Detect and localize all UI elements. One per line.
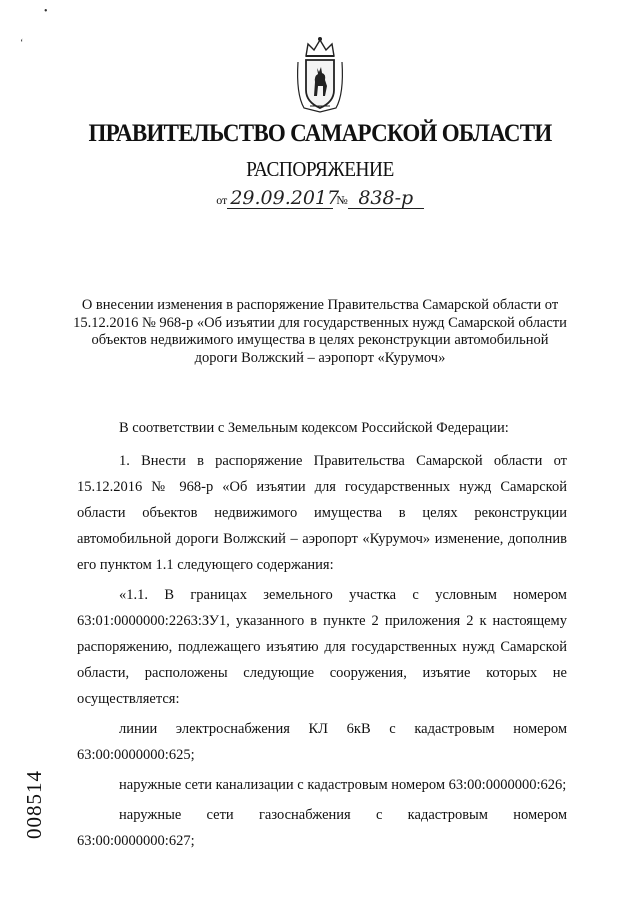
document-number: 838-р [348, 188, 424, 209]
document-subject: О внесении изменения в распоряжение Правительства Самарской области от 15.12.2016 № 968-р «Об изъятии для государственных нужд Самарской области объектов недвижимого имущества в целях реконструкции автомобильной дороги Волжский – аэропорт «Курумоч» [73, 297, 567, 366]
number-prefix: № [336, 193, 348, 207]
scan-mark-left: ‘ [20, 38, 24, 49]
samara-coat-of-arms-icon [294, 34, 346, 114]
paragraph-4: наружные сети канализации с кадастровым номером 63:00:0000000:626; [119, 777, 567, 793]
date-number-line [0, 188, 640, 209]
paragraph-3: линии электроснабжения КЛ 6кВ с кадастровым номером 63:00:0000000:625; [77, 721, 567, 763]
document-body [77, 448, 567, 858]
paragraph-5: наружные сети газоснабжения с кадастровым номером 63:00:0000000:627; [77, 807, 567, 849]
government-title: ПРАВИТЕЛЬСТВО САМАРСКОЙ ОБЛАСТИ [88, 120, 552, 147]
intro-paragraph: В соответствии с Земельным кодексом Российской Федерации: [119, 420, 509, 436]
document-kind: РАСПОРЯЖЕНИЕ [246, 157, 394, 181]
paragraph-2: «1.1. В границах земельного участка с условным номером 63:01:0000000:2263:ЗУ1, указанного в пункте 2 приложения 2 к настоящему распоряжению, подлежащего изъятию для государственных нужд Самарской области, расположены следующие сооружения, изъятие которых не осуществляется: [77, 587, 567, 707]
registration-stamp: 008514 [22, 770, 46, 839]
date-prefix: от [216, 193, 228, 207]
document-date: 29.09.2017 [227, 188, 333, 209]
paragraph-1: 1. Внести в распоряжение Правительства Самарской области от 15.12.2016 № 968-р «Об изъятии для государственных нужд Самарской области объектов недвижимого имущества в целях реконструкции автомобильной дороги Волжский – аэропорт «Курумоч» изменение, дополнив его пунктом 1.1 следующего содержания: [77, 453, 567, 573]
scan-mark-top: • [44, 6, 48, 17]
